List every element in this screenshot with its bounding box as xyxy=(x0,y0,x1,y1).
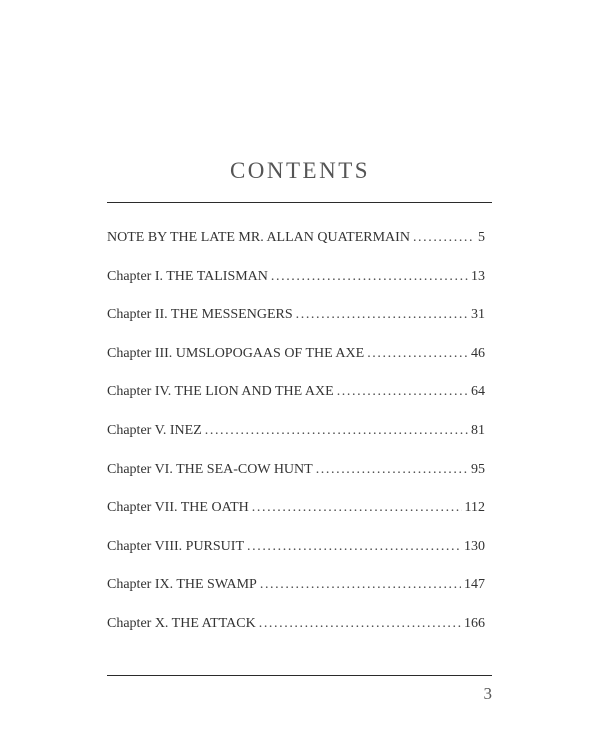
toc-entry xyxy=(107,535,485,574)
toc-entry-page: 31 xyxy=(471,307,485,323)
toc-entry xyxy=(107,458,485,497)
dot-leader xyxy=(271,265,468,289)
toc-entry-title: Chapter V. INEZ xyxy=(107,422,202,438)
toc-entry-page: 130 xyxy=(464,538,485,554)
toc-entry-page: 112 xyxy=(464,500,485,516)
toc-entry-page: 5 xyxy=(478,230,485,245)
dot-leader xyxy=(259,612,461,636)
toc-entry-title: Chapter VII. THE OATH xyxy=(107,500,249,516)
dot-leader xyxy=(252,496,462,520)
top-divider xyxy=(107,202,492,203)
dot-leader xyxy=(247,535,461,559)
toc-entry-title: Chapter III. UMSLOPOGAAS OF THE AXE xyxy=(107,345,365,361)
toc-entry xyxy=(107,342,485,381)
toc-entry xyxy=(107,573,485,612)
toc-entry xyxy=(107,226,485,265)
toc-entry-title: Chapter II. THE MESSENGERS xyxy=(107,307,293,323)
page-title: CONTENTS xyxy=(229,158,371,183)
dot-leader xyxy=(205,419,468,443)
toc-entry-title: Chapter I. THE TALISMAN xyxy=(107,268,268,284)
toc-entry xyxy=(107,380,485,419)
toc-entry-title: Chapter X. THE ATTACK xyxy=(107,615,256,631)
toc-entry-page: 13 xyxy=(471,268,485,284)
table-of-contents xyxy=(107,226,485,651)
toc-entry-page: 46 xyxy=(471,345,485,361)
toc-entry-title: Chapter IX. THE SWAMP xyxy=(107,577,257,593)
toc-entry xyxy=(107,612,485,651)
dot-leader xyxy=(367,342,468,366)
dot-leader xyxy=(296,303,468,327)
dot-leader xyxy=(260,573,461,597)
toc-entry-title: Chapter IV. THE LION AND THE AXE xyxy=(107,384,334,400)
toc-entry-title: Chapter VI. THE SEA-COW HUNT xyxy=(107,461,313,477)
toc-entry-title: Chapter VIII. PURSUIT xyxy=(107,538,245,554)
toc-entry-page: 64 xyxy=(471,384,485,400)
page-number: 3 xyxy=(483,684,492,703)
toc-entry xyxy=(107,303,485,342)
toc-entry xyxy=(107,419,485,458)
toc-entry-page: 147 xyxy=(464,577,485,593)
bottom-divider xyxy=(107,675,492,676)
dot-leader xyxy=(413,226,475,250)
toc-entry xyxy=(107,496,485,535)
toc-entry-page: 95 xyxy=(471,461,485,477)
toc-entry-page: 166 xyxy=(464,615,485,631)
toc-entry xyxy=(107,265,485,304)
dot-leader xyxy=(337,380,468,404)
dot-leader xyxy=(316,458,468,482)
toc-entry-page: 81 xyxy=(471,422,485,438)
toc-entry-title: NOTE BY THE LATE MR. ALLAN QUATERMAIN xyxy=(107,230,410,245)
